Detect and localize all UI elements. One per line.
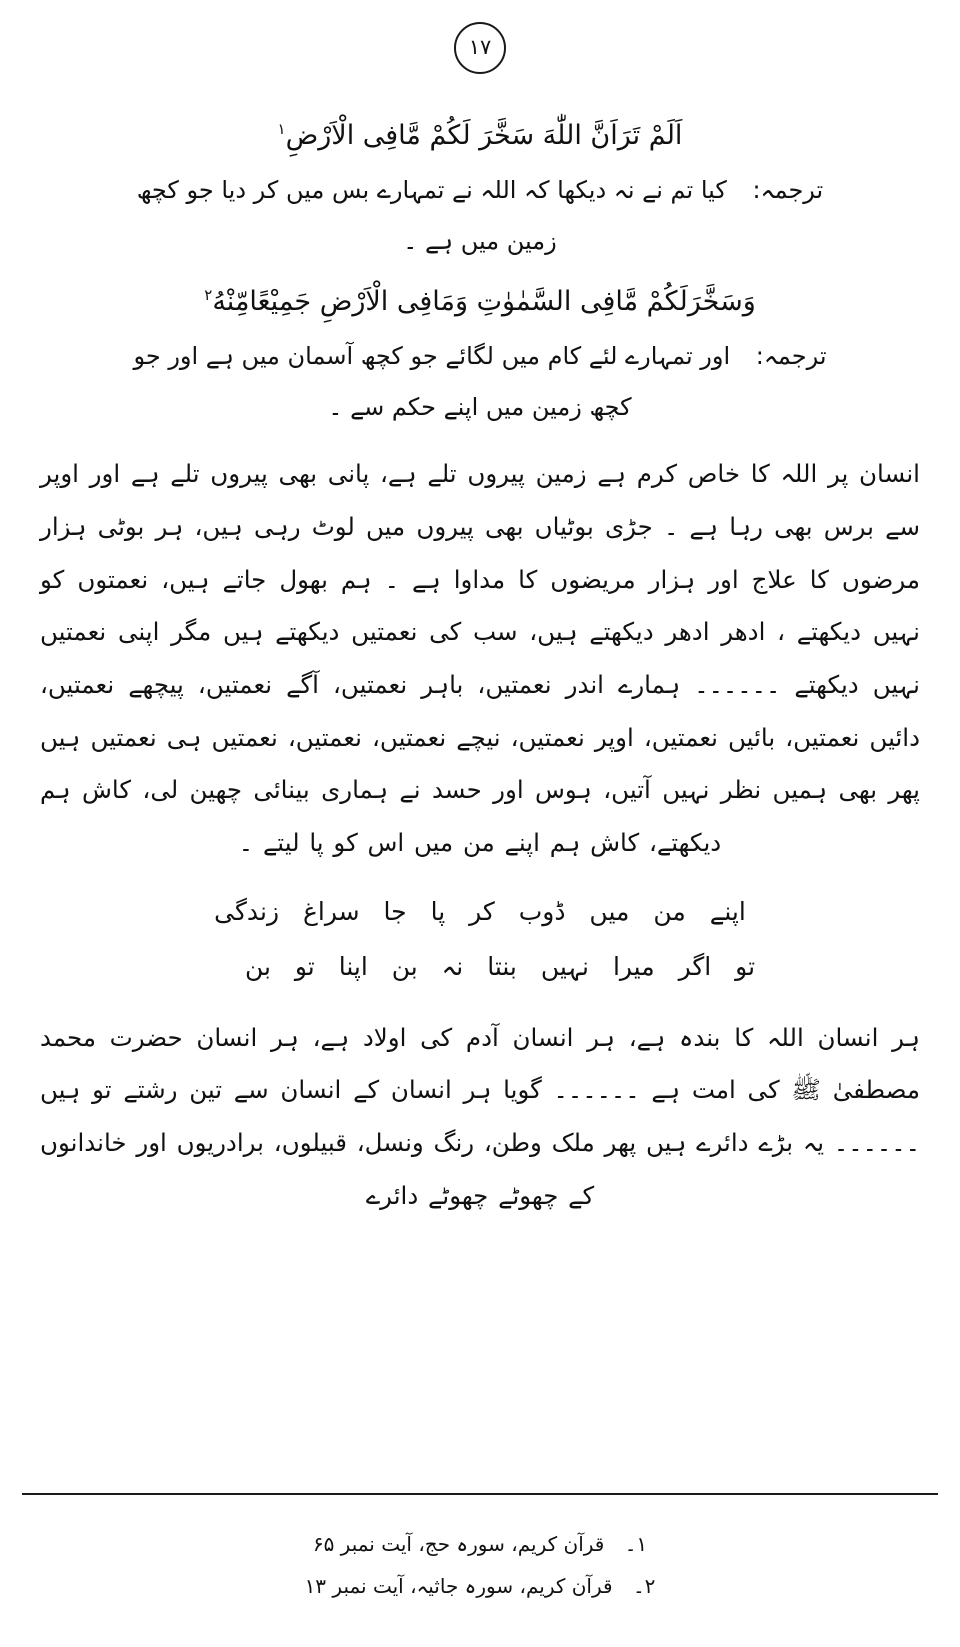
footnote-item <box>22 1565 938 1607</box>
footnote-number: ۲۔ <box>632 1574 656 1598</box>
footnote-separator <box>22 1493 938 1495</box>
translation-1-label: ترجمہ: <box>752 176 824 205</box>
footnote-text: قرآن کریم، سورہ حج، آیت نمبر ۶۵ <box>312 1532 605 1556</box>
couplet-line-2: تو اگر میرا نہیں بنتا نہ بن اپنا تو بن <box>244 951 756 981</box>
footnote-marker-1: ۱ <box>277 120 286 138</box>
translation-2 <box>40 331 920 432</box>
page-number-container <box>0 22 960 74</box>
footnote-item <box>22 1523 938 1565</box>
page-number-badge: ۱۷ <box>454 22 506 74</box>
quran-verse-2-text: وَسَخَّرَلَكُمْ مَّافِی السَّمٰوٰتِ وَمَافِی الْاَرْضِ جَمِیْعًامِّنْهُ <box>212 286 756 318</box>
quran-verse-1 <box>40 110 920 161</box>
footnote-list <box>22 1523 938 1607</box>
translation-2-line2: کچھ زمین میں اپنے حکم سے ۔ <box>328 392 632 421</box>
quran-verse-1-text: اَلَمْ تَرَاَنَّ اللّٰهَ سَخَّرَ لَكُمْ مَّافِی الْاَرْضِ <box>285 120 683 151</box>
footnote-number: ۱۔ <box>624 1532 648 1556</box>
poetry-couplet <box>40 884 920 994</box>
translation-2-line1: اور تمہارے لئے کام میں لگائے جو کچھ آسمان میں ہے اور جو <box>133 342 731 371</box>
footnote-marker-2: ۲ <box>204 286 213 305</box>
page-body <box>40 100 920 1467</box>
paragraph-closing: ہر انسان اللہ کا بندہ ہے، ہر انسان آدم کی اولاد ہے، ہر انسان حضرت محمد مصطفیٰ ﷺ کی امت ہے ۔۔۔۔۔۔ گویا ہر انسان کے انسان سے تین رشتے تو ہیں ۔۔۔۔۔۔ یہ بڑے دائرے ہیں پھر ملک وطن، رنگ ونسل، قبیلوں، برادریوں اور خاندانوں کے چھوٹے چھوٹے دائرے <box>40 1022 920 1210</box>
quran-verse-2 <box>40 276 920 327</box>
couplet-line-1: اپنے من میں ڈوب کر پا جا سراغ زندگی <box>214 896 746 926</box>
translation-1-line1: کیا تم نے نہ دیکھا کہ اللہ نے تمہارے بس میں کر دیا جو کچھ <box>136 176 727 205</box>
translation-1 <box>40 165 920 266</box>
footnote-text: قرآن کریم، سورہ جاثیہ، آیت نمبر ۱۳ <box>304 1574 613 1598</box>
translation-2-label: ترجمہ: <box>755 342 827 371</box>
translation-1-line2: زمین میں ہے ۔ <box>403 226 557 255</box>
paragraph-main: انسان پر اللہ کا خاص کرم ہے زمین پیروں تلے ہے، پانی بھی پیروں تلے ہے اور اوپر سے برس بھی رہا ہے ۔ جڑی بوٹیاں بھی پیروں میں لوٹ رہی ہیں، ہر بوٹی ہزار مرضوں کا علاج اور ہزار مریضوں کا مداوا ہے ۔ ہم بھول جاتے ہیں، نعمتوں کو نہیں دیکھتے ، ادھر ادھر دیکھتے ہیں، سب کی نعمتیں دیکھتے ہیں مگر اپنی نعمتیں نہیں دیکھتے ۔۔۔۔۔۔ ہمارے اندر نعمتیں، باہر نعمتیں، آگے نعمتیں، پیچھے نعمتیں، دائیں نعمتیں، بائیں نعمتیں، اوپر نعمتیں، نیچے نعمتیں، نعمتیں، نعمتیں ہی نعمتیں ہیں پھر بھی ہمیں نظر نہیں آتیں، ہوس اور حسد نے ہماری بینائی چھین لی، کاش ہم دیکھتے، کاش ہم اپنے من میں اس کو پا لیتے ۔ <box>40 459 920 857</box>
